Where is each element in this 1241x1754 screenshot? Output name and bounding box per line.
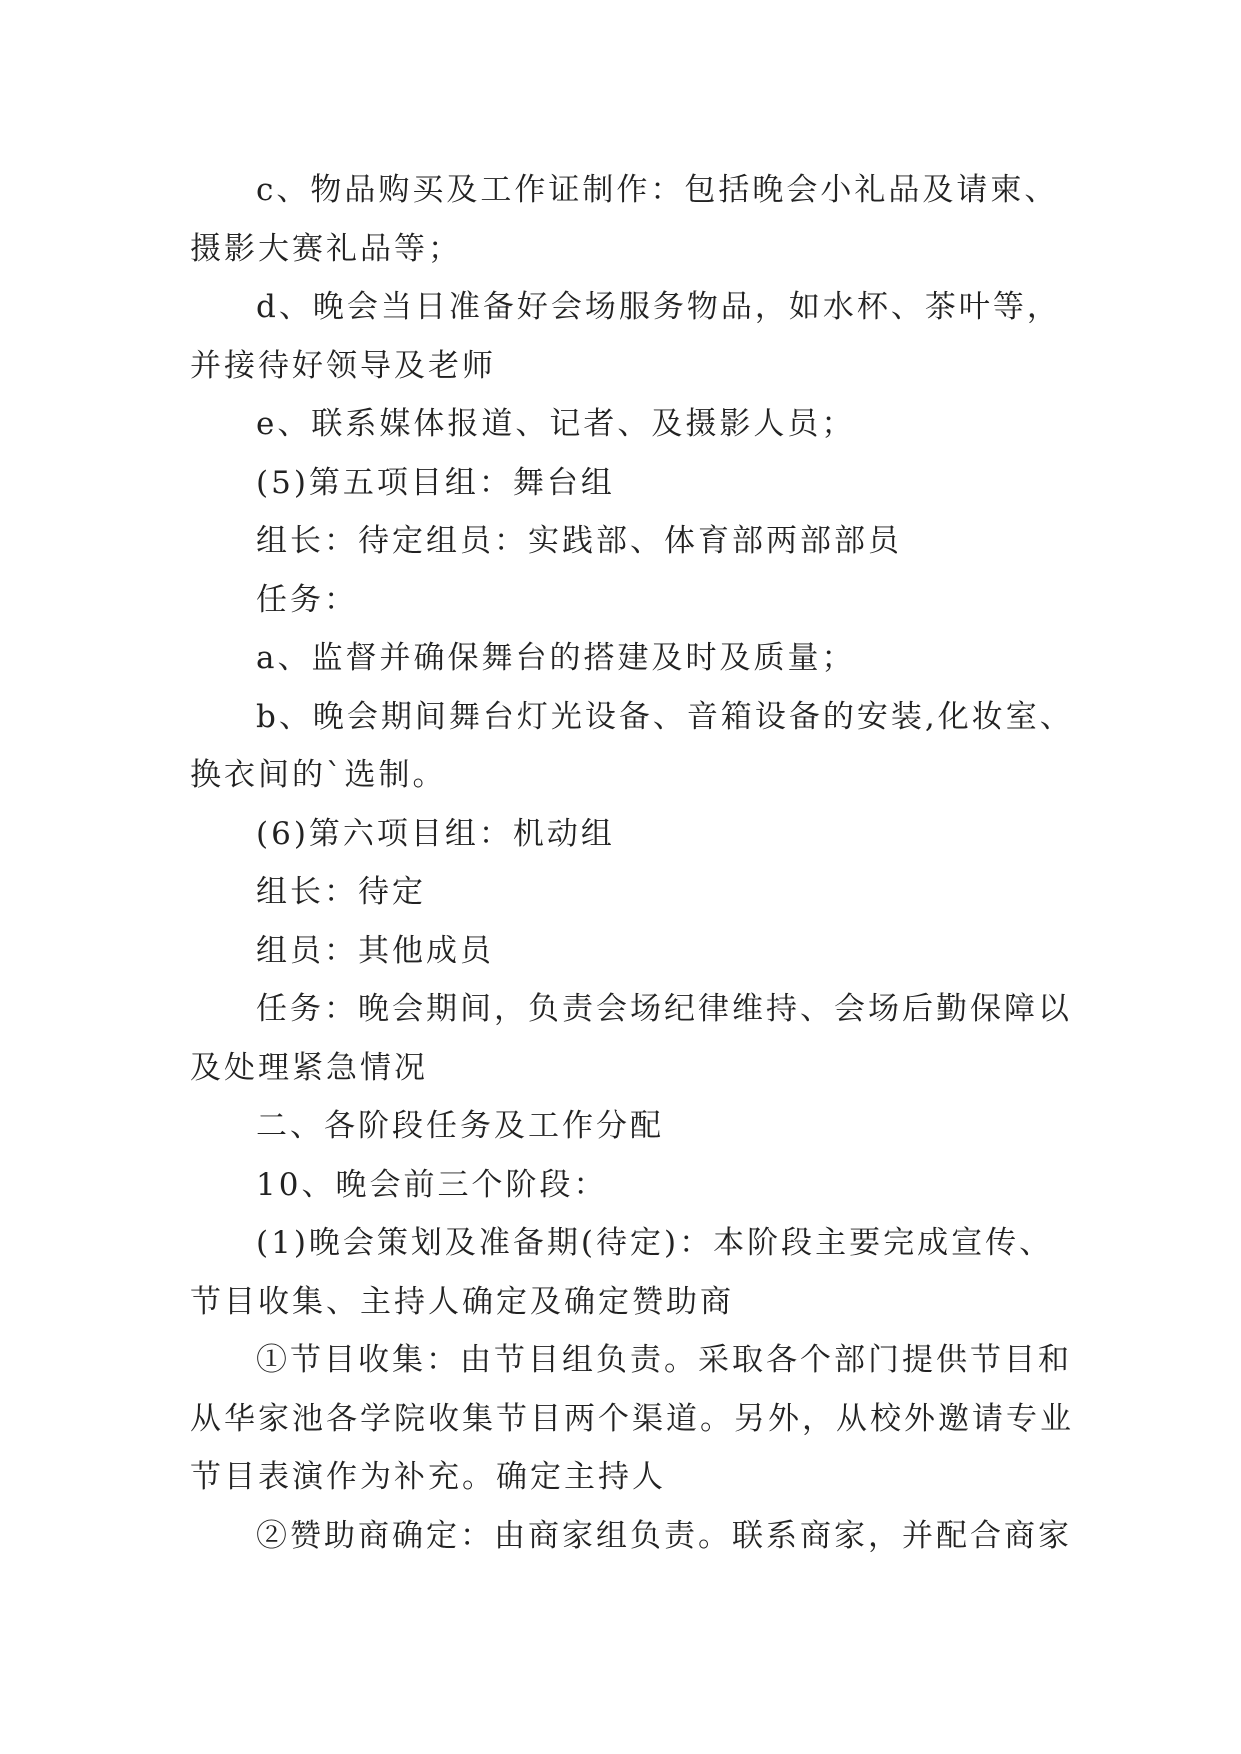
paragraph-group-6-members: 组员：其他成员 [256,932,494,969]
paragraph-program-collection: ①节目收集：由节目组负责。采取各个部门提供节目和从华家池各学院收集节目两个渠道。另外，从校外邀请专业节目表演作为补充。确定主持人 [190,1342,1074,1495]
paragraph-e-media: e、联系媒体报道、记者、及摄影人员； [256,406,856,442]
paragraph-stage-1-planning: (1)晚会策划及准备期(待定)：本阶段主要完成宣传、节目收集、主持人确定及确定赞助商 [190,1225,1054,1320]
paragraph-group-5-members: 组长：待定组员：实践部、体育部两部部员 [256,523,902,559]
heading-section-2: 二、各阶段任务及工作分配 [256,1108,664,1144]
paragraph-sponsor-confirmation: ②赞助商确定：由商家组负责。联系商家，并配合商家 [256,1517,1072,1554]
paragraph-b-lighting-sound: b、晚会期间舞台灯光设备、音箱设备的安装,化妆室、换衣间的`选制。 [190,698,1074,793]
paragraph-group-6-tasks: 任务：晚会期间，负责会场纪律维持、会场后勤保障以及处理紧急情况 [190,991,1072,1086]
paragraph-group-5-tasks-label: 任务： [256,581,358,618]
paragraph-c-purchase: c、物品购买及工作证制作：包括晚会小礼品及请柬、摄影大赛礼品等； [190,172,1059,267]
paragraph-d-venue-supplies: d、晚会当日准备好会场服务物品，如水杯、茶叶等，并接待好领导及老师 [190,289,1061,384]
document-body [190,161,1080,1565]
heading-pre-show-stages: 10、晚会前三个阶段： [256,1166,608,1203]
heading-group-6-mobile: (6)第六项目组：机动组 [256,815,615,852]
paragraph-group-6-leader: 组长：待定 [256,874,426,910]
heading-group-5-stage: (5)第五项目组：舞台组 [256,464,615,501]
paragraph-a-stage-supervision: a、监督并确保舞台的搭建及时及质量； [256,640,856,676]
